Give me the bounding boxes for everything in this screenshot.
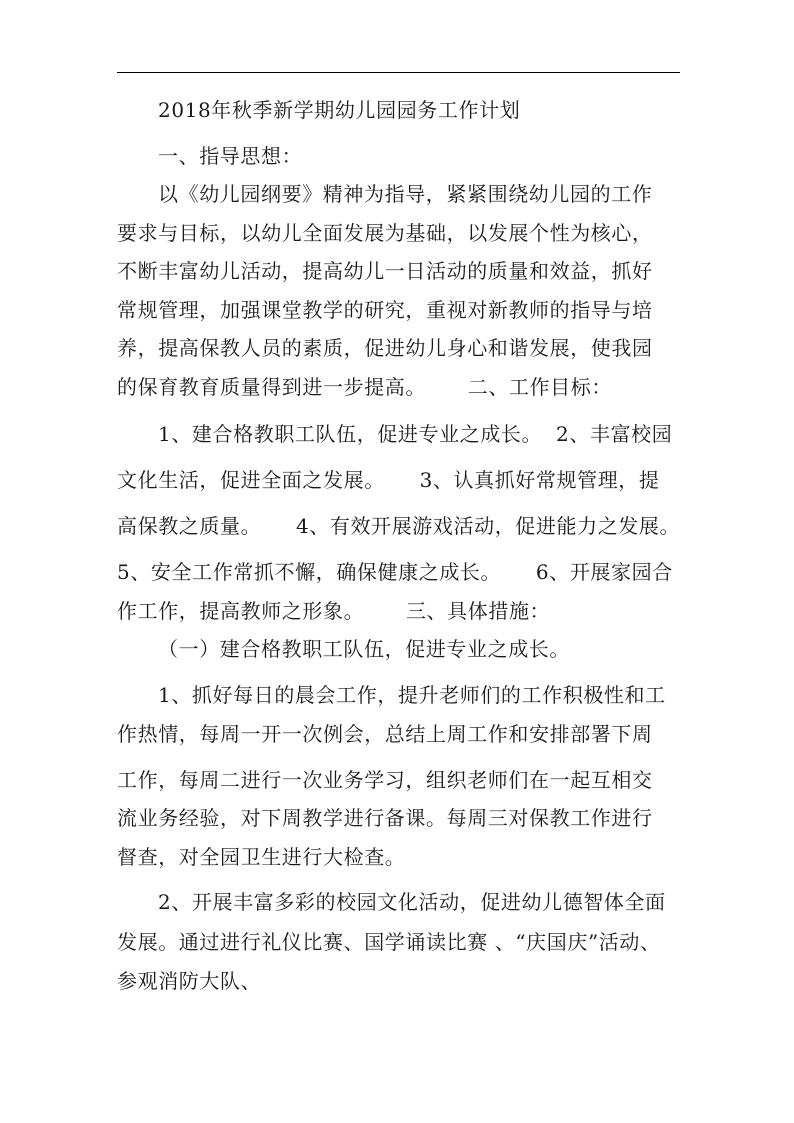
body-line: 流业务经验，对下周教学进行备课。每周三对保教工作进行 xyxy=(117,806,653,830)
body-line: 养，提高保教人员的素质，促进幼儿身心和谐发展，使我园 xyxy=(117,336,653,360)
section-heading-guiding-thought: 一、指导思想： xyxy=(158,144,303,168)
goal-line: 作工作，提高教师之形象。 三、具体措施： xyxy=(117,599,551,623)
header-rule xyxy=(117,72,680,73)
body-line: 以《幼儿园纲要》精神为指导，紧紧围绕幼儿园的工作 xyxy=(158,182,653,206)
goal-line: 高保教之质量。 4、有效开展游戏活动，促进能力之发展。 xyxy=(117,514,681,538)
body-line: 督查，对全园卫生进行大检查。 xyxy=(117,845,406,869)
body-line: 1、抓好每日的晨会工作，提升老师们的工作积极性和工 xyxy=(158,683,666,707)
goal-line: 1、建合格教职工队伍，促进专业之成长。 2、丰富校园 xyxy=(158,422,673,446)
goal-line: 5、安全工作常抓不懈，确保健康之成长。 6、开展家园合 xyxy=(117,560,673,584)
body-line: 不断丰富幼儿活动，提高幼儿一日活动的质量和效益，抓好 xyxy=(117,259,653,283)
body-line: 常规管理，加强课堂教学的研究，重视对新教师的指导与培 xyxy=(117,298,653,322)
body-line: 的保育教育质量得到进一步提高。 二、工作目标： xyxy=(117,375,612,399)
body-line: 2、开展丰富多彩的校园文化活动，促进幼儿德智体全面 xyxy=(158,890,666,914)
goal-line: 文化生活，促进全面之发展。 3、认真抓好常规管理，提 xyxy=(117,468,660,492)
body-line: 作热情，每周一开一次例会，总结上周工作和安排部署下周 xyxy=(117,722,653,746)
body-line: 工作，每周二进行一次业务学习，组织老师们在一起互相交 xyxy=(117,768,653,792)
subsection-heading: （一）建合格教职工队伍，促进专业之成长。 xyxy=(158,637,570,661)
document-title: 2018年秋季新学期幼儿园园务工作计划 xyxy=(158,98,521,122)
body-line: 参观消防大队、 xyxy=(117,969,262,993)
body-line: 发展。通过进行礼仪比赛、国学诵读比赛 、“庆国庆”活动、 xyxy=(117,930,661,954)
body-line: 要求与目标，以幼儿全面发展为基础，以发展个性为核心， xyxy=(117,221,653,245)
